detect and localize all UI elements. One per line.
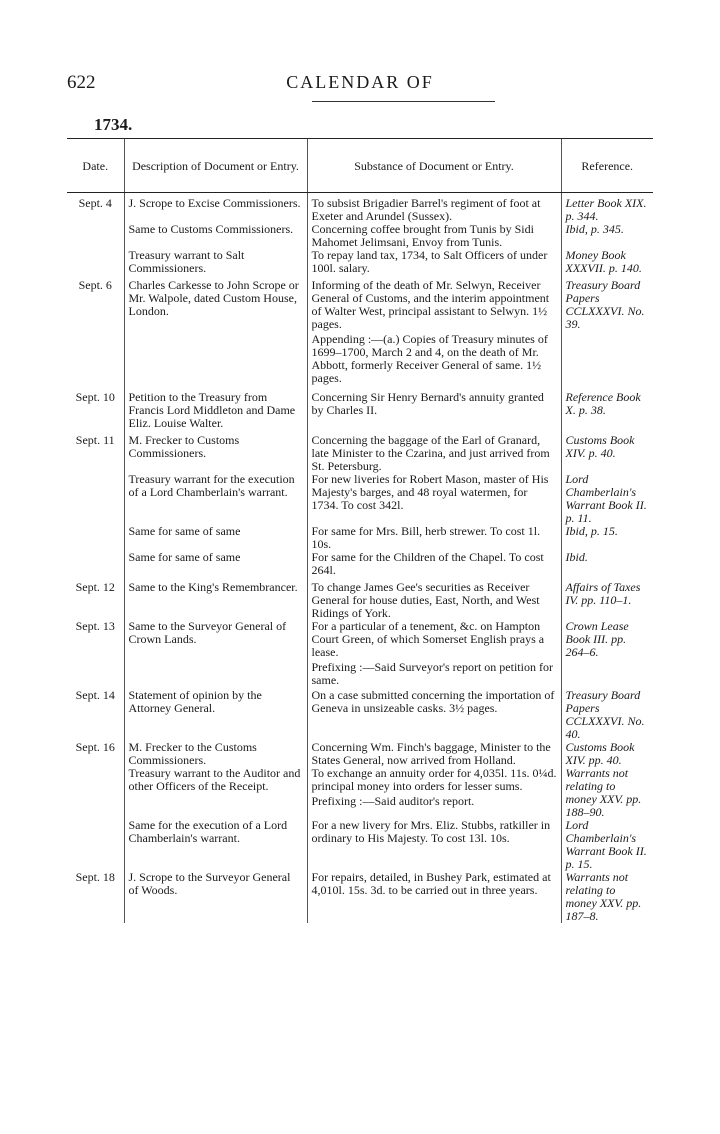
- row-reference: Warrants not relating to money XXV. pp. 188–90.: [561, 767, 653, 819]
- table-row: [67, 741, 653, 767]
- row-description: Statement of opinion by the Attorney General.: [124, 689, 307, 741]
- row-date: Sept. 13: [75, 619, 115, 633]
- row-substance: [307, 279, 561, 387]
- substance-prefixing: Prefixing :—Said Surveyor's report on petition for same.: [311, 660, 553, 687]
- row-description: M. Frecker to the Customs Commissioners.: [124, 741, 307, 767]
- row-description: Charles Carkesse to John Scrope or Mr. Walpole, dated Custom House, London.: [124, 279, 307, 387]
- row-description: Treasury warrant to Salt Commissioners.: [124, 249, 307, 275]
- substance-text: For a particular of a tenement, &c. on Hampton Court Green, of which Somerset English prays a lease.: [311, 619, 545, 659]
- table-row: [67, 689, 653, 741]
- table-row: [67, 249, 653, 275]
- row-substance: For new liveries for Robert Mason, master of His Majesty's barges, and 48 royal watermen, for 1734. To cost 342l.: [307, 473, 561, 525]
- row-date: Sept. 4: [78, 196, 112, 210]
- row-description: J. Scrope to Excise Commissioners.: [124, 197, 307, 223]
- row-date: Sept. 12: [75, 580, 115, 594]
- row-reference: Ibid, p. 345.: [561, 223, 653, 249]
- row-substance: For same for Mrs. Bill, herb strewer. To cost 1l. 10s.: [307, 525, 561, 551]
- row-description: Same to the King's Remembrancer.: [124, 581, 307, 620]
- table-header-row: [67, 139, 653, 193]
- row-description: M. Frecker to Customs Commissioners.: [124, 434, 307, 473]
- row-date: [67, 767, 124, 819]
- row-description: Same for same of same: [124, 525, 307, 551]
- row-date: Sept. 10: [75, 390, 115, 404]
- row-description: Treasury warrant for the execution of a Lord Chamberlain's warrant.: [124, 473, 307, 525]
- row-date: [67, 819, 124, 871]
- row-description: Same for same of same: [124, 551, 307, 577]
- table-row: [67, 197, 653, 223]
- table-row: [67, 551, 653, 577]
- table-row: [67, 279, 653, 387]
- title-rule: [312, 101, 495, 102]
- row-description: J. Scrope to the Surveyor General of Woods.: [124, 871, 307, 923]
- calendar-table: [67, 138, 653, 923]
- header-description: Description of Document or Entry.: [124, 139, 307, 193]
- table-row: [67, 581, 653, 620]
- table-row: [67, 620, 653, 689]
- row-reference: Lord Chamberlain's Warrant Book II. p. 15.: [561, 819, 653, 871]
- row-date: [67, 249, 124, 275]
- table-row: [67, 819, 653, 871]
- substance-prefixing: Prefixing :—Said auditor's report.: [311, 794, 475, 808]
- row-substance: To subsist Brigadier Barrel's regiment of foot at Exeter and Arundel (Sussex).: [307, 197, 561, 223]
- row-description: Same for the execution of a Lord Chamberlain's warrant.: [124, 819, 307, 871]
- row-date: Sept. 14: [75, 688, 115, 702]
- row-substance: For a new livery for Mrs. Eliz. Stubbs, ratkiller in ordinary to His Majesty. To cost 13l. 10s.: [307, 819, 561, 871]
- row-reference: Letter Book XIX. p. 344.: [561, 197, 653, 223]
- substance-text: Informing of the death of Mr. Selwyn, Receiver General of Customs, and the interim appointment of Walter West, principal assistant to Selwyn. 1½ pages.: [311, 278, 550, 331]
- row-date: [67, 473, 124, 525]
- row-date: Sept. 11: [75, 433, 115, 447]
- substance-text: To exchange an annuity order for 4,035l. 11s. 0¼d. principal money into orders for lesser sums.: [311, 766, 557, 793]
- row-date: [67, 551, 124, 577]
- row-substance: For same for the Children of the Chapel. To cost 264l.: [307, 551, 561, 577]
- header-reference: Reference.: [561, 139, 653, 193]
- row-reference: Lord Chamberlain's Warrant Book II. p. 11.: [561, 473, 653, 525]
- row-reference: Treasury Board Papers CCLXXXVI. No. 40.: [561, 689, 653, 741]
- row-reference: Reference Book X. p. 38.: [561, 391, 653, 430]
- row-description: Treasury warrant to the Auditor and other Officers of the Receipt.: [124, 767, 307, 819]
- row-substance: On a case submitted concerning the importation of Geneva in unsizeable casks. 3½ pages.: [307, 689, 561, 741]
- row-description: Petition to the Treasury from Francis Lord Middleton and Dame Eliz. Louise Walter.: [124, 391, 307, 430]
- year-heading: 1734.: [94, 115, 133, 134]
- row-reference: Crown Lease Book III. pp. 264–6.: [561, 620, 653, 689]
- row-date: Sept. 16: [75, 740, 115, 754]
- row-reference: Customs Book XIV. p. 40.: [561, 434, 653, 473]
- row-substance: To change James Gee's securities as Receiver General for house duties, East, North, and West Ridings of York.: [307, 581, 561, 620]
- row-substance: Concerning the baggage of the Earl of Granard, late Minister to the Czarina, and just arrived from St. Petersburg.: [307, 434, 561, 473]
- row-substance: Concerning Sir Henry Bernard's annuity granted by Charles II.: [307, 391, 561, 430]
- row-description: Same to Customs Commissioners.: [124, 223, 307, 249]
- table-row: [67, 434, 653, 473]
- page-number: 622: [67, 72, 96, 93]
- row-reference: Ibid, p. 15.: [561, 525, 653, 551]
- row-date: Sept. 6: [78, 278, 112, 292]
- row-substance: [307, 620, 561, 689]
- table-row: [67, 767, 653, 819]
- row-reference: Warrants not relating to money XXV. pp. 187–8.: [561, 871, 653, 923]
- row-date: [67, 525, 124, 551]
- table-row: [67, 391, 653, 430]
- row-reference: Money Book XXXVII. p. 140.: [561, 249, 653, 275]
- table-row: [67, 871, 653, 923]
- header-substance: Substance of Document or Entry.: [307, 139, 561, 193]
- row-reference: Ibid.: [561, 551, 653, 577]
- row-date: Sept. 18: [75, 870, 115, 884]
- table-row: [67, 223, 653, 249]
- row-date: [67, 223, 124, 249]
- table-row: [67, 473, 653, 525]
- page-title: CALENDAR OF: [286, 72, 434, 92]
- row-substance: To repay land tax, 1734, to Salt Officers of under 100l. salary.: [307, 249, 561, 275]
- row-reference: Affairs of Taxes IV. pp. 110–1.: [561, 581, 653, 620]
- header-date: Date.: [67, 139, 124, 193]
- row-substance: For repairs, detailed, in Bushey Park, estimated at 4,010l. 15s. 3d. to be carried out in three years.: [307, 871, 561, 923]
- row-substance: Concerning Wm. Finch's baggage, Minister to the States General, now arrived from Holland.: [307, 741, 561, 767]
- row-substance: Concerning coffee brought from Tunis by Sidi Mahomet Jelimsani, Envoy from Tunis.: [307, 223, 561, 249]
- substance-appending: Appending :—(a.) Copies of Treasury minutes of 1699–1700, March 2 and 4, on the death of Mr. Abbott, formerly Receiver General of same. 1½ pages.: [311, 332, 548, 385]
- row-reference: Treasury Board Papers CCLXXXVI. No. 39.: [561, 279, 653, 387]
- row-description: Same to the Surveyor General of Crown Lands.: [124, 620, 307, 689]
- row-reference: Customs Book XIV. pp. 40.: [561, 741, 653, 767]
- row-substance: [307, 767, 561, 819]
- table-row: [67, 525, 653, 551]
